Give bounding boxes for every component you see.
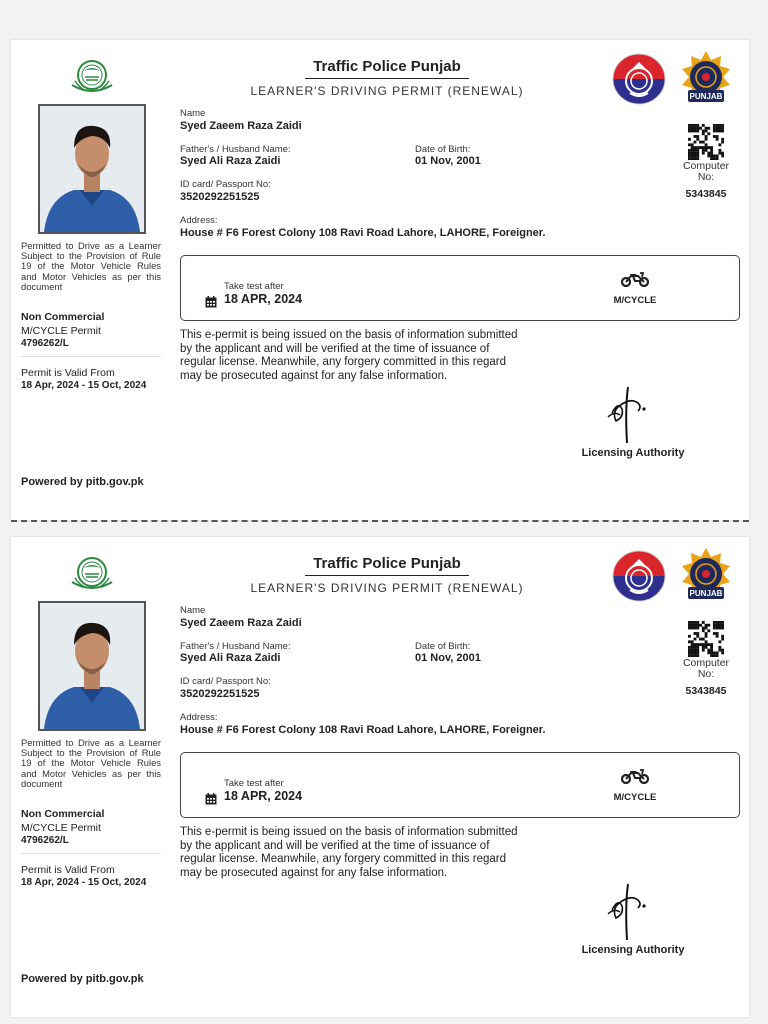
punjab-traffic-logo [680,547,732,605]
left-divider [21,853,161,854]
police-logo [612,550,666,602]
motorcycle-icon [621,271,649,287]
punjab-emblem-icon [69,57,115,95]
permit-card [11,40,749,520]
father-name-label: Father's / Husband Name: [180,641,291,652]
dob-value: 01 Nov, 2001 [415,155,481,167]
valid-range: 18 Apr, 2024 - 15 Oct, 2024 [21,380,147,391]
test-info-box [180,752,740,818]
permit-number: 4796262/L [21,338,69,349]
punjab-traffic-logo [680,50,732,108]
applicant-photo [38,601,146,731]
valid-range: 18 Apr, 2024 - 15 Oct, 2024 [21,877,147,888]
dob-value: 01 Nov, 2001 [415,652,481,664]
address-value: House # F6 Forest Colony 108 Ravi Road Lahore, LAHORE, Foreigner. [180,227,546,239]
disclaimer-text: This e-permit is being issued on the basis of information submitted by the applicant and will be verified at the time of issuance of regular license. Meanwhile, any forgery committed in this regard may be prosecuted against for any false information. [180,329,518,382]
motorcycle-icon [621,768,649,784]
licensing-authority: Licensing Authority [581,447,685,459]
licensing-authority: Licensing Authority [581,944,685,956]
applicant-photo [38,104,146,234]
computer-no-value: 5343845 [685,685,727,697]
qr-code [688,124,724,160]
computer-no-label: Computer No: [682,160,730,183]
powered-by: Powered by pitb.gov.pk [21,476,144,488]
punjab-logo-text: PUNJAB [689,589,723,598]
permission-text: Permitted to Drive as a Learner Subject to the Provision of Rule 19 of the Motor Vehicle Rules and Motor Vehicles as per this document [21,240,161,292]
id-label: ID card/ Passport No: [180,179,271,190]
computer-no-value: 5343845 [685,188,727,200]
address-value: House # F6 Forest Colony 108 Ravi Road Lahore, LAHORE, Foreigner. [180,724,546,736]
punjab-logo-text: PUNJAB [689,92,723,101]
test-after-label: Take test after [224,281,284,292]
signature [594,880,650,944]
address-label: Address: [180,712,218,723]
permit-type: Non Commercial [21,808,105,820]
calendar-icon [205,792,217,804]
permit-kind: M/CYCLE Permit [21,325,101,337]
id-value: 3520292251525 [180,688,260,700]
permit-kind: M/CYCLE Permit [21,822,101,834]
father-name-value: Syed Ali Raza Zaidi [180,155,281,167]
test-after-label: Take test after [224,778,284,789]
vehicle-label: M/CYCLE [613,295,657,306]
name-label: Name [180,605,206,616]
page-title: Traffic Police Punjab [305,58,469,79]
address-label: Address: [180,215,218,226]
valid-from-label: Permit is Valid From [21,367,115,379]
name-value: Syed Zaeem Raza Zaidi [180,617,302,629]
powered-by: Powered by pitb.gov.pk [21,973,144,985]
dob-label: Date of Birth: [415,144,471,155]
permit-subtitle: LEARNER'S DRIVING PERMIT (RENEWAL) [250,84,524,98]
dob-label: Date of Birth: [415,641,471,652]
permit-number: 4796262/L [21,835,69,846]
calendar-icon [205,295,217,307]
police-logo [612,53,666,105]
valid-from-label: Permit is Valid From [21,864,115,876]
disclaimer-text: This e-permit is being issued on the basis of information submitted by the applicant and will be verified at the time of issuance of regular license. Meanwhile, any forgery committed in this regard may be prosecuted against for any false information. [180,826,518,879]
name-value: Syed Zaeem Raza Zaidi [180,120,302,132]
vehicle-label: M/CYCLE [613,792,657,803]
computer-no-label: Computer No: [682,657,730,680]
cut-line-divider [11,520,749,522]
punjab-emblem-icon [69,554,115,592]
test-info-box [180,255,740,321]
test-after-date: 18 APR, 2024 [224,789,303,803]
permission-text: Permitted to Drive as a Learner Subject to the Provision of Rule 19 of the Motor Vehicle Rules and Motor Vehicles as per this document [21,737,161,789]
page-title: Traffic Police Punjab [305,555,469,576]
permit-card-copy [11,537,749,1017]
father-name-value: Syed Ali Raza Zaidi [180,652,281,664]
permit-subtitle: LEARNER'S DRIVING PERMIT (RENEWAL) [250,581,524,595]
signature [594,383,650,447]
father-name-label: Father's / Husband Name: [180,144,291,155]
name-label: Name [180,108,206,119]
id-value: 3520292251525 [180,191,260,203]
permit-type: Non Commercial [21,311,105,323]
test-after-date: 18 APR, 2024 [224,292,303,306]
qr-code [688,621,724,657]
id-label: ID card/ Passport No: [180,676,271,687]
left-divider [21,356,161,357]
